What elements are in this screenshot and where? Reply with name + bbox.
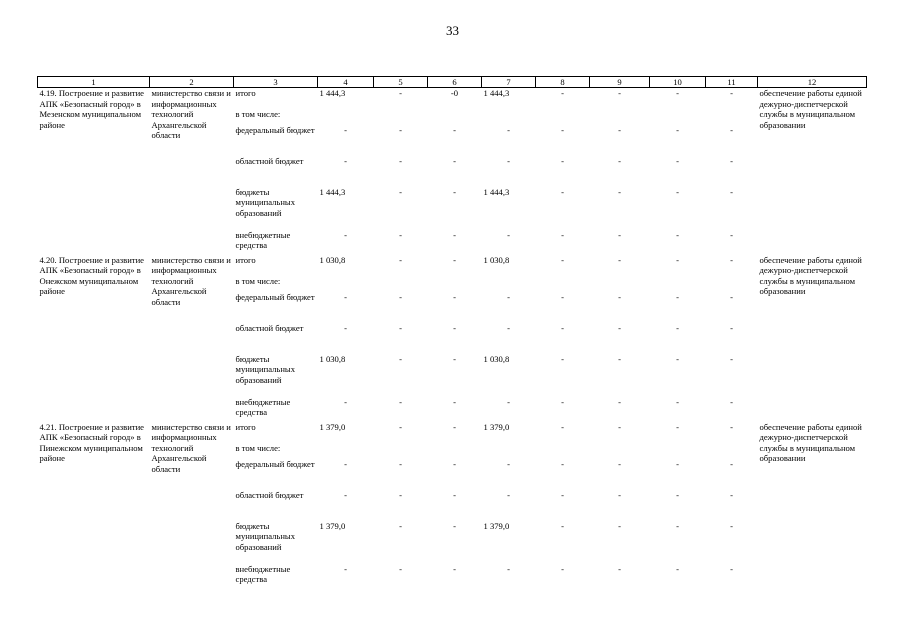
- value-cell: -: [618, 124, 621, 135]
- value-cell: -0: [450, 88, 459, 99]
- value-cell: 1 444,3: [319, 88, 346, 99]
- value-cell: -: [676, 254, 679, 265]
- value-cell: -: [561, 229, 564, 240]
- column-header: 8: [536, 77, 590, 88]
- value-cell: -: [453, 124, 456, 135]
- value-cell: 1 030,8: [319, 254, 346, 265]
- value-cell: -: [561, 489, 564, 500]
- value-cell: -: [561, 458, 564, 469]
- value-cell: -: [618, 421, 621, 432]
- funding-source: в том числе:: [235, 108, 281, 119]
- value-cell: -: [676, 396, 679, 407]
- value-cell: -: [561, 563, 564, 574]
- value-cell: -: [399, 421, 402, 432]
- value-cell: -: [561, 353, 564, 364]
- value-cell: -: [344, 155, 347, 166]
- value-cell: -: [730, 291, 733, 302]
- column-header: 12: [758, 77, 867, 88]
- value-cell: -: [399, 563, 402, 574]
- value-cell: -: [453, 520, 456, 531]
- value-cell: -: [453, 229, 456, 240]
- value-cell: [482, 109, 536, 125]
- funding-source: бюджеты муниципальных образований: [235, 520, 295, 552]
- column-header: 5: [374, 77, 428, 88]
- column-number-row: [38, 77, 867, 88]
- value-cell: -: [453, 186, 456, 197]
- value-cell: 1 030,8: [319, 353, 346, 364]
- value-cell: -: [399, 322, 402, 333]
- value-cell: -: [507, 291, 510, 302]
- value-cell: -: [453, 458, 456, 469]
- value-cell: -: [730, 458, 733, 469]
- table-row: [38, 88, 867, 109]
- funding-source: внебюджетные средства: [235, 396, 291, 418]
- value-cell: -: [344, 291, 347, 302]
- value-cell: 1 379,0: [483, 520, 510, 531]
- column-header: 9: [590, 77, 650, 88]
- value-cell: 1 379,0: [483, 421, 510, 432]
- funding-source: итого: [235, 88, 256, 99]
- project-executor: министерство связи и информационных технологий Архангельской области: [151, 421, 231, 474]
- value-cell: -: [344, 563, 347, 574]
- value-cell: -: [676, 124, 679, 135]
- value-cell: -: [344, 229, 347, 240]
- value-cell: -: [453, 291, 456, 302]
- value-cell: [318, 109, 374, 125]
- column-header: 3: [234, 77, 318, 88]
- funding-source: областной бюджет: [235, 322, 304, 333]
- value-cell: -: [676, 322, 679, 333]
- column-header: 11: [706, 77, 758, 88]
- value-cell: -: [453, 155, 456, 166]
- value-cell: -: [507, 458, 510, 469]
- value-cell: -: [676, 520, 679, 531]
- value-cell: -: [676, 563, 679, 574]
- funding-source: итого: [235, 254, 256, 265]
- value-cell: -: [453, 254, 456, 265]
- value-cell: [536, 276, 590, 292]
- value-cell: -: [507, 124, 510, 135]
- value-cell: -: [507, 322, 510, 333]
- value-cell: -: [399, 88, 402, 99]
- value-cell: [428, 109, 482, 125]
- value-cell: 1 444,3: [483, 88, 510, 99]
- value-cell: -: [507, 229, 510, 240]
- value-cell: -: [507, 563, 510, 574]
- value-cell: -: [399, 186, 402, 197]
- funding-source: итого: [235, 421, 256, 432]
- value-cell: [482, 443, 536, 459]
- column-header: 10: [650, 77, 706, 88]
- value-cell: 1 444,3: [483, 186, 510, 197]
- value-cell: -: [561, 155, 564, 166]
- column-header: 7: [482, 77, 536, 88]
- value-cell: [428, 443, 482, 459]
- value-cell: [536, 443, 590, 459]
- project-executor: министерство связи и информационных технологий Архангельской области: [151, 254, 231, 307]
- value-cell: -: [561, 88, 564, 99]
- funding-source: федеральный бюджет: [235, 291, 315, 302]
- project-name: 4.20. Построение и развитие АПК «Безопасный город» в Онежском муниципальном районе: [39, 254, 144, 297]
- column-header: 1: [38, 77, 150, 88]
- value-cell: -: [618, 155, 621, 166]
- value-cell: -: [730, 322, 733, 333]
- value-cell: -: [618, 563, 621, 574]
- value-cell: -: [618, 88, 621, 99]
- value-cell: 1 030,8: [483, 254, 510, 265]
- value-cell: -: [561, 254, 564, 265]
- funding-source: в том числе:: [235, 442, 281, 453]
- value-cell: -: [730, 520, 733, 531]
- value-cell: -: [676, 186, 679, 197]
- value-cell: -: [561, 124, 564, 135]
- value-cell: -: [507, 155, 510, 166]
- value-cell: -: [730, 124, 733, 135]
- value-cell: -: [399, 254, 402, 265]
- value-cell: -: [676, 155, 679, 166]
- value-cell: -: [730, 155, 733, 166]
- table-row: [38, 422, 867, 443]
- value-cell: -: [453, 489, 456, 500]
- value-cell: -: [618, 186, 621, 197]
- value-cell: -: [561, 396, 564, 407]
- value-cell: [650, 109, 706, 125]
- funding-source: внебюджетные средства: [235, 563, 291, 585]
- value-cell: -: [618, 322, 621, 333]
- value-cell: [706, 443, 758, 459]
- value-cell: -: [730, 88, 733, 99]
- funding-source: в том числе:: [235, 275, 281, 286]
- column-header: 2: [150, 77, 234, 88]
- value-cell: -: [399, 458, 402, 469]
- value-cell: [482, 276, 536, 292]
- funding-source: областной бюджет: [235, 489, 304, 500]
- funding-source: внебюджетные средства: [235, 229, 291, 251]
- value-cell: -: [730, 186, 733, 197]
- project-name: 4.19. Построение и развитие АПК «Безопасный город» в Мезенском муниципальном районе: [39, 88, 144, 130]
- value-cell: -: [676, 88, 679, 99]
- value-cell: -: [561, 421, 564, 432]
- value-cell: -: [730, 229, 733, 240]
- value-cell: -: [344, 396, 347, 407]
- funding-source: федеральный бюджет: [235, 124, 315, 135]
- value-cell: -: [618, 458, 621, 469]
- value-cell: -: [507, 396, 510, 407]
- funding-source: областной бюджет: [235, 155, 304, 166]
- value-cell: -: [399, 520, 402, 531]
- value-cell: -: [618, 353, 621, 364]
- value-cell: -: [618, 396, 621, 407]
- value-cell: -: [344, 124, 347, 135]
- column-header: 6: [428, 77, 482, 88]
- value-cell: [650, 443, 706, 459]
- value-cell: -: [618, 254, 621, 265]
- funding-source: бюджеты муниципальных образований: [235, 186, 295, 218]
- value-cell: -: [730, 563, 733, 574]
- value-cell: -: [507, 489, 510, 500]
- value-cell: -: [618, 520, 621, 531]
- value-cell: -: [561, 520, 564, 531]
- value-cell: [318, 443, 374, 459]
- value-cell: [706, 109, 758, 125]
- value-cell: -: [730, 353, 733, 364]
- value-cell: -: [399, 353, 402, 364]
- value-cell: -: [453, 421, 456, 432]
- value-cell: -: [676, 229, 679, 240]
- value-cell: -: [399, 291, 402, 302]
- value-cell: -: [676, 421, 679, 432]
- funding-source: федеральный бюджет: [235, 458, 315, 469]
- value-cell: [318, 276, 374, 292]
- value-cell: -: [561, 291, 564, 302]
- value-cell: -: [344, 489, 347, 500]
- value-cell: [590, 443, 650, 459]
- value-cell: -: [676, 489, 679, 500]
- value-cell: -: [676, 458, 679, 469]
- page-number: 33: [446, 23, 459, 38]
- value-cell: -: [453, 322, 456, 333]
- value-cell: [590, 109, 650, 125]
- project-executor: министерство связи и информационных технологий Архангельской области: [151, 88, 231, 141]
- value-cell: -: [344, 458, 347, 469]
- value-cell: -: [618, 489, 621, 500]
- value-cell: 1 379,0: [319, 421, 346, 432]
- value-cell: -: [561, 322, 564, 333]
- table-row: [38, 255, 867, 276]
- value-cell: -: [399, 155, 402, 166]
- value-cell: [536, 109, 590, 125]
- funding-source: бюджеты муниципальных образований: [235, 353, 295, 385]
- value-cell: [650, 276, 706, 292]
- value-cell: [374, 443, 428, 459]
- value-cell: [428, 276, 482, 292]
- value-cell: [590, 276, 650, 292]
- table-body: [38, 88, 867, 589]
- value-cell: 1 379,0: [319, 520, 346, 531]
- value-cell: -: [399, 229, 402, 240]
- expected-result: обеспечение работы единой дежурно-диспетчерской службы в муниципальном образовании: [759, 254, 862, 297]
- value-cell: 1 030,8: [483, 353, 510, 364]
- value-cell: -: [399, 124, 402, 135]
- value-cell: -: [399, 396, 402, 407]
- value-cell: -: [730, 489, 733, 500]
- value-cell: -: [730, 254, 733, 265]
- value-cell: -: [453, 353, 456, 364]
- value-cell: -: [399, 489, 402, 500]
- value-cell: -: [561, 186, 564, 197]
- value-cell: -: [453, 563, 456, 574]
- value-cell: [706, 276, 758, 292]
- expected-result: обеспечение работы единой дежурно-диспетчерской службы в муниципальном образовании: [759, 421, 862, 464]
- value-cell: -: [730, 396, 733, 407]
- expected-result: обеспечение работы единой дежурно-диспетчерской службы в муниципальном образовании: [759, 88, 862, 130]
- project-name: 4.21. Построение и развитие АПК «Безопасный город» в Пинежском муниципальном районе: [39, 421, 144, 464]
- value-cell: -: [344, 322, 347, 333]
- value-cell: -: [730, 421, 733, 432]
- value-cell: -: [453, 396, 456, 407]
- program-table: [37, 76, 867, 589]
- value-cell: -: [676, 353, 679, 364]
- value-cell: -: [676, 291, 679, 302]
- value-cell: [374, 109, 428, 125]
- column-header: 4: [318, 77, 374, 88]
- value-cell: [374, 276, 428, 292]
- value-cell: -: [618, 229, 621, 240]
- value-cell: 1 444,3: [319, 186, 346, 197]
- value-cell: -: [618, 291, 621, 302]
